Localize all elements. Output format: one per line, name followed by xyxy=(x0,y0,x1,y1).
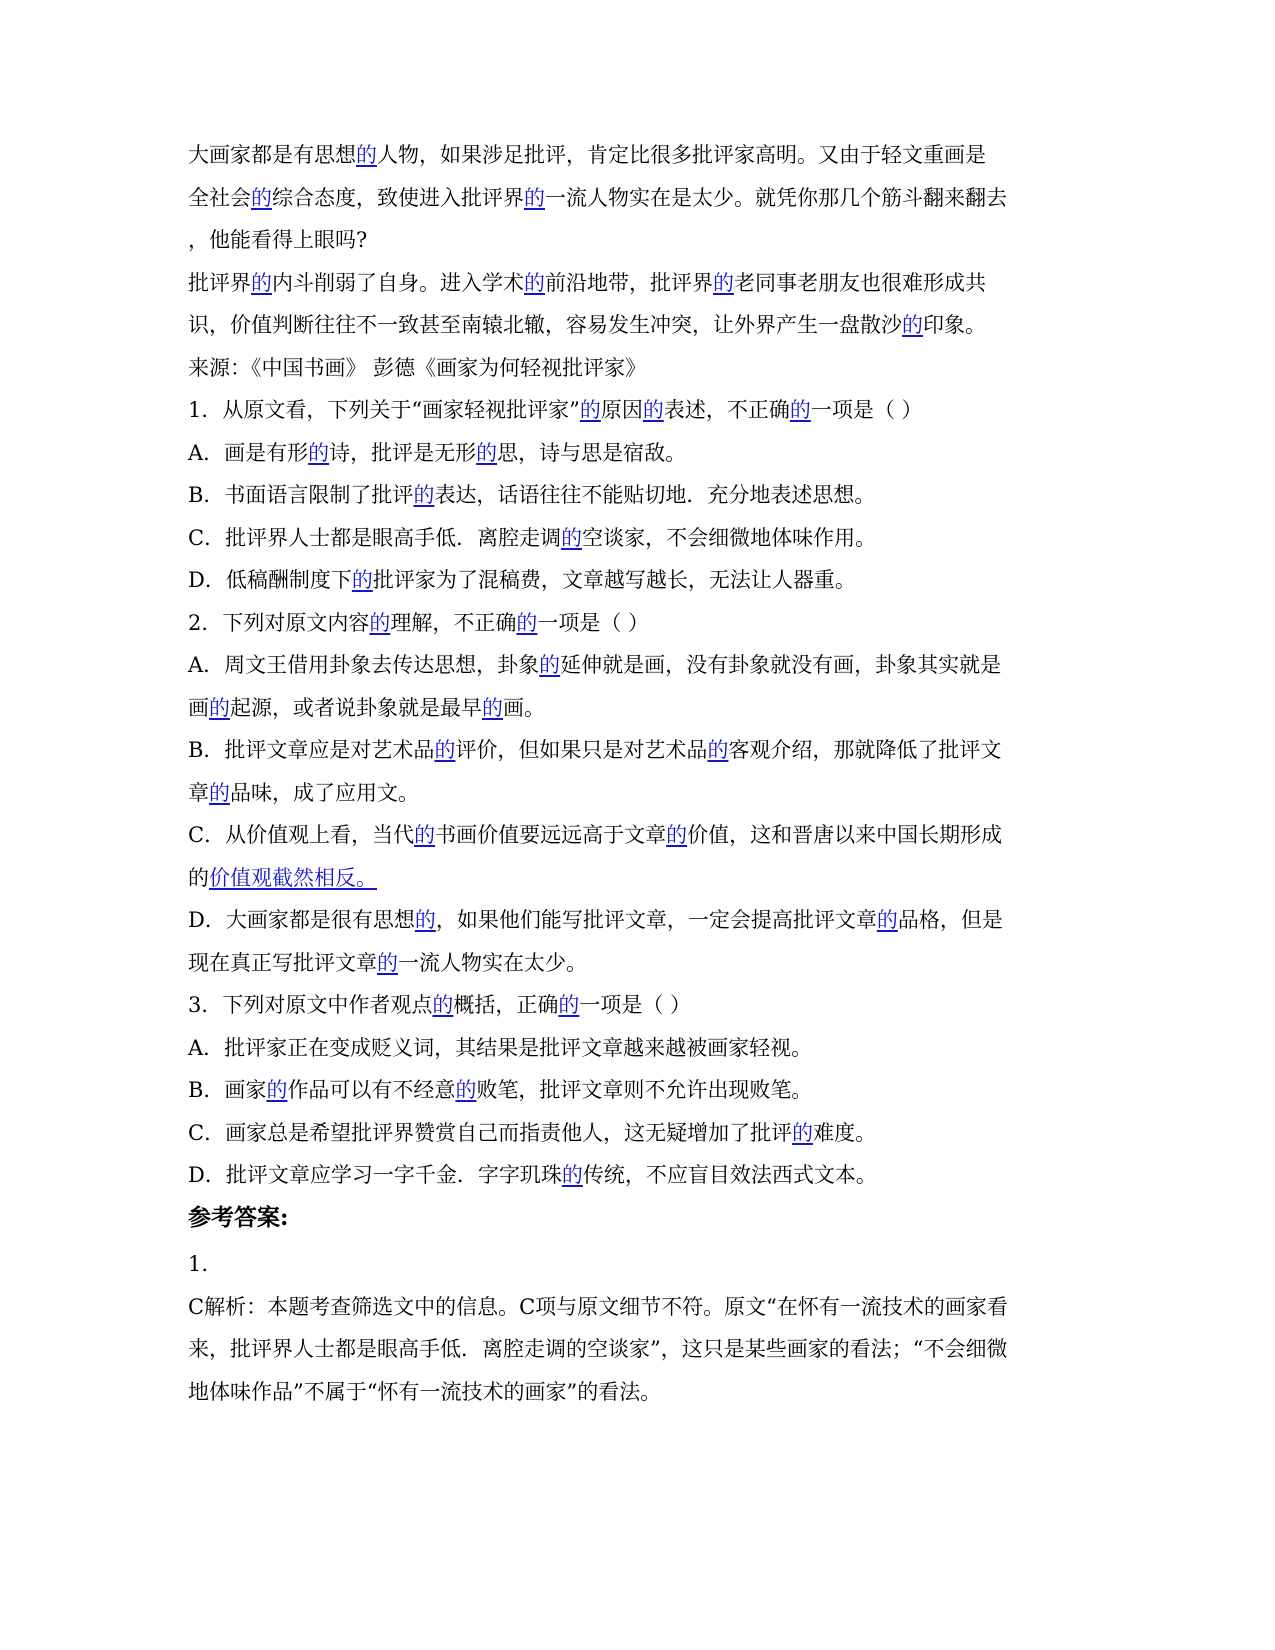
question-option xyxy=(188,650,1001,680)
text-segment: 人物，如果涉足批评，肯定比很多批评家高明。又由于轻文重画是 xyxy=(377,143,986,167)
highlighted-word: 的 xyxy=(707,738,729,762)
text-segment: 批评家为了混稿费，文章越写越长，无法让人器重。 xyxy=(372,568,856,592)
highlighted-word: 的 xyxy=(558,993,580,1017)
answer-explanation-line xyxy=(188,1377,661,1407)
highlighted-word: 的 xyxy=(482,695,503,720)
text-segment: 延伸就是画，没有卦象就没有画，卦象其实就是 xyxy=(560,653,1002,677)
question-option xyxy=(188,1160,877,1190)
text-segment: 一项是（ ） xyxy=(579,993,692,1017)
text-segment: 3．下列对原文中作者观点 xyxy=(188,993,433,1017)
text-segment: 来，批评界人士都是眼高手低．离腔走调的空谈家”，这只是某些画家的看法；“不会细微 xyxy=(188,1337,1008,1361)
text-segment: 难度。 xyxy=(813,1120,877,1145)
text-segment: ，如果他们能写批评文章，一定会提高批评文章 xyxy=(435,908,877,932)
highlighted-word: 的 xyxy=(308,440,330,465)
text-segment: 批评界 xyxy=(188,270,251,295)
text-segment: 画 xyxy=(188,695,209,720)
text-segment: 现在真正写批评文章 xyxy=(188,950,377,975)
highlighted-word: 的 xyxy=(561,525,583,550)
text-segment: C．批评界人士都是眼高手低．离腔走调 xyxy=(188,525,562,550)
passage-line xyxy=(188,140,986,170)
text-segment: C解析：本题考查筛选文中的信息。C项与原文细节不符。原文“在怀有一流技术的画家看 xyxy=(188,1294,1008,1319)
answer-explanation-line xyxy=(188,1292,1008,1322)
text-segment: 评价，但如果只是对艺术品 xyxy=(455,738,708,762)
text-segment: D．低稿酬制度下 xyxy=(188,568,352,592)
highlighted-word: 的 xyxy=(516,610,538,635)
text-segment: 作品可以有不经意 xyxy=(287,1078,456,1102)
highlighted-word: 的 xyxy=(414,908,436,932)
highlighted-word: 的 xyxy=(666,823,688,847)
question-option xyxy=(188,905,1003,935)
question-option xyxy=(188,778,419,808)
question-stem-3 xyxy=(188,990,691,1020)
text-segment: 起源，或者说卦象就是最早 xyxy=(230,695,482,720)
text-segment: 传统，不应盲目效法西式文本。 xyxy=(582,1163,877,1187)
highlighted-word: 的 xyxy=(432,993,454,1017)
text-segment: 败笔，批评文章则不允许出现败笔。 xyxy=(476,1078,813,1102)
highlighted-word: 的 xyxy=(266,1078,288,1102)
question-option xyxy=(188,735,1001,765)
text-segment: C．画家总是希望批评界赞赏自己而指责他人，这无疑增加了批评 xyxy=(188,1120,793,1145)
text-segment: 前沿地带，批评界 xyxy=(545,270,713,295)
text-segment: 一流人物实在太少。 xyxy=(398,950,587,975)
text-segment: 大画家都是有思想 xyxy=(188,143,356,167)
text-segment: 诗，批评是无形 xyxy=(329,440,477,465)
question-option xyxy=(188,863,377,893)
text-segment: B．书面语言限制了批评 xyxy=(188,483,414,507)
highlighted-word: 的 xyxy=(356,143,377,167)
answer-explanation-line xyxy=(188,1334,1007,1364)
highlighted-word: 的 xyxy=(351,568,373,592)
text-segment: 品味，成了应用文。 xyxy=(230,780,419,805)
text-segment: 1．从原文看，下列关于“画家轻视批评家” xyxy=(188,398,580,422)
passage-line xyxy=(188,268,986,298)
text-segment: C．从价值观上看，当代 xyxy=(188,823,415,847)
text-segment: 1. xyxy=(188,1252,209,1276)
highlighted-word: 的 xyxy=(476,440,498,465)
text-segment: 一项是（ ） xyxy=(810,398,923,422)
text-segment: 思，诗与思是宿敌。 xyxy=(497,440,687,465)
answer-heading xyxy=(188,1203,289,1233)
highlighted-word: 的 xyxy=(642,398,664,422)
highlighted-word: 的 xyxy=(902,313,923,337)
highlighted-word: 的 xyxy=(792,1120,814,1145)
passage-line xyxy=(188,225,367,255)
highlighted-word: 的 xyxy=(876,908,898,932)
highlighted-word: 的 xyxy=(251,270,272,295)
text-segment: 综合态度，致使进入批评界 xyxy=(272,185,524,210)
question-option xyxy=(188,1118,876,1148)
highlighted-word: 的 xyxy=(434,738,456,762)
text-segment: 老同事老朋友也很难形成共 xyxy=(734,270,986,295)
text-segment: 书画价值要远远高于文章 xyxy=(435,823,667,847)
text-segment: B．批评文章应是对艺术品 xyxy=(188,738,435,762)
text-segment: 理解，不正确 xyxy=(390,610,517,635)
text-segment: A．周文王借用卦象去传达思想，卦象 xyxy=(188,653,540,677)
text-segment: 章 xyxy=(188,780,209,805)
answer-number xyxy=(188,1249,208,1279)
question-stem-1 xyxy=(188,395,923,425)
text-segment: D．大画家都是很有思想 xyxy=(188,908,415,932)
text-segment: 客观介绍，那就降低了批评文 xyxy=(728,738,1002,762)
text-segment: A．批评家正在变成贬义词，其结果是批评文章越来越被画家轻视。 xyxy=(188,1035,813,1060)
question-option xyxy=(188,523,876,553)
highlighted-word: 的 xyxy=(455,1078,477,1102)
text-segment: D．批评文章应学习一字千金．字字玑珠 xyxy=(188,1163,562,1187)
text-segment: 一流人物实在是太少。就凭你那几个筋斗翻来翻去 xyxy=(545,185,1007,210)
text-segment: 品格，但是 xyxy=(897,908,1003,932)
highlighted-word: 的 xyxy=(539,653,561,677)
highlighted-word: 的 xyxy=(524,185,545,210)
question-option xyxy=(188,948,587,978)
text-segment: 表述，不正确 xyxy=(663,398,790,422)
text-segment: 的 xyxy=(188,865,209,890)
highlighted-word: 的 xyxy=(251,185,272,210)
text-segment: A．画是有形 xyxy=(188,440,309,465)
source-line xyxy=(188,353,646,383)
text-segment: 内斗削弱了自身。进入学术 xyxy=(272,270,524,295)
highlighted-word: 的 xyxy=(369,610,391,635)
question-option xyxy=(188,820,1002,850)
highlighted-word: 的 xyxy=(209,695,230,720)
text-segment: 一项是（ ） xyxy=(537,610,650,635)
highlighted-word: 的 xyxy=(579,398,601,422)
highlighted-word: 的 xyxy=(209,780,230,805)
highlighted-word: 价值观截然相反。 xyxy=(209,865,377,890)
text-segment: 表达，话语往往不能贴切地．充分地表述思想。 xyxy=(434,483,876,507)
question-option xyxy=(188,693,545,723)
text-segment: 全社会 xyxy=(188,185,251,210)
passage-line xyxy=(188,183,1007,213)
question-option xyxy=(188,565,856,595)
question-option xyxy=(188,1075,812,1105)
question-option xyxy=(188,480,875,510)
text-segment: 画。 xyxy=(503,695,545,720)
highlighted-word: 的 xyxy=(413,483,435,507)
text-segment: 参考答案: xyxy=(188,1203,289,1231)
text-segment: 地体味作品”不属于“怀有一流技术的画家”的看法。 xyxy=(188,1379,662,1404)
text-segment: 原因 xyxy=(600,398,643,422)
question-option xyxy=(188,1033,812,1063)
question-stem-2 xyxy=(188,608,649,638)
highlighted-word: 的 xyxy=(524,270,545,295)
highlighted-word: 的 xyxy=(414,823,436,847)
highlighted-word: 的 xyxy=(713,270,734,295)
passage-line xyxy=(188,310,986,340)
text-segment: 来源：《中国书画》 彭德《画家为何轻视批评家》 xyxy=(188,355,647,380)
text-segment: 印象。 xyxy=(923,313,986,337)
highlighted-word: 的 xyxy=(561,1163,583,1187)
highlighted-word: 的 xyxy=(377,950,398,975)
text-segment: 空谈家，不会细微地体味作用。 xyxy=(582,525,877,550)
text-segment: B．画家 xyxy=(188,1078,267,1102)
text-segment: ，他能看得上眼吗? xyxy=(188,228,368,252)
text-segment: 2．下列对原文内容 xyxy=(188,610,370,635)
text-segment: 概括，正确 xyxy=(453,993,559,1017)
text-segment: 识，价值判断往往不一致甚至南辕北辙，容易发生冲突，让外界产生一盘散沙 xyxy=(188,313,902,337)
question-option xyxy=(188,438,686,468)
highlighted-word: 的 xyxy=(789,398,811,422)
text-segment: 价值，这和晋唐以来中国长期形成 xyxy=(687,823,1003,847)
